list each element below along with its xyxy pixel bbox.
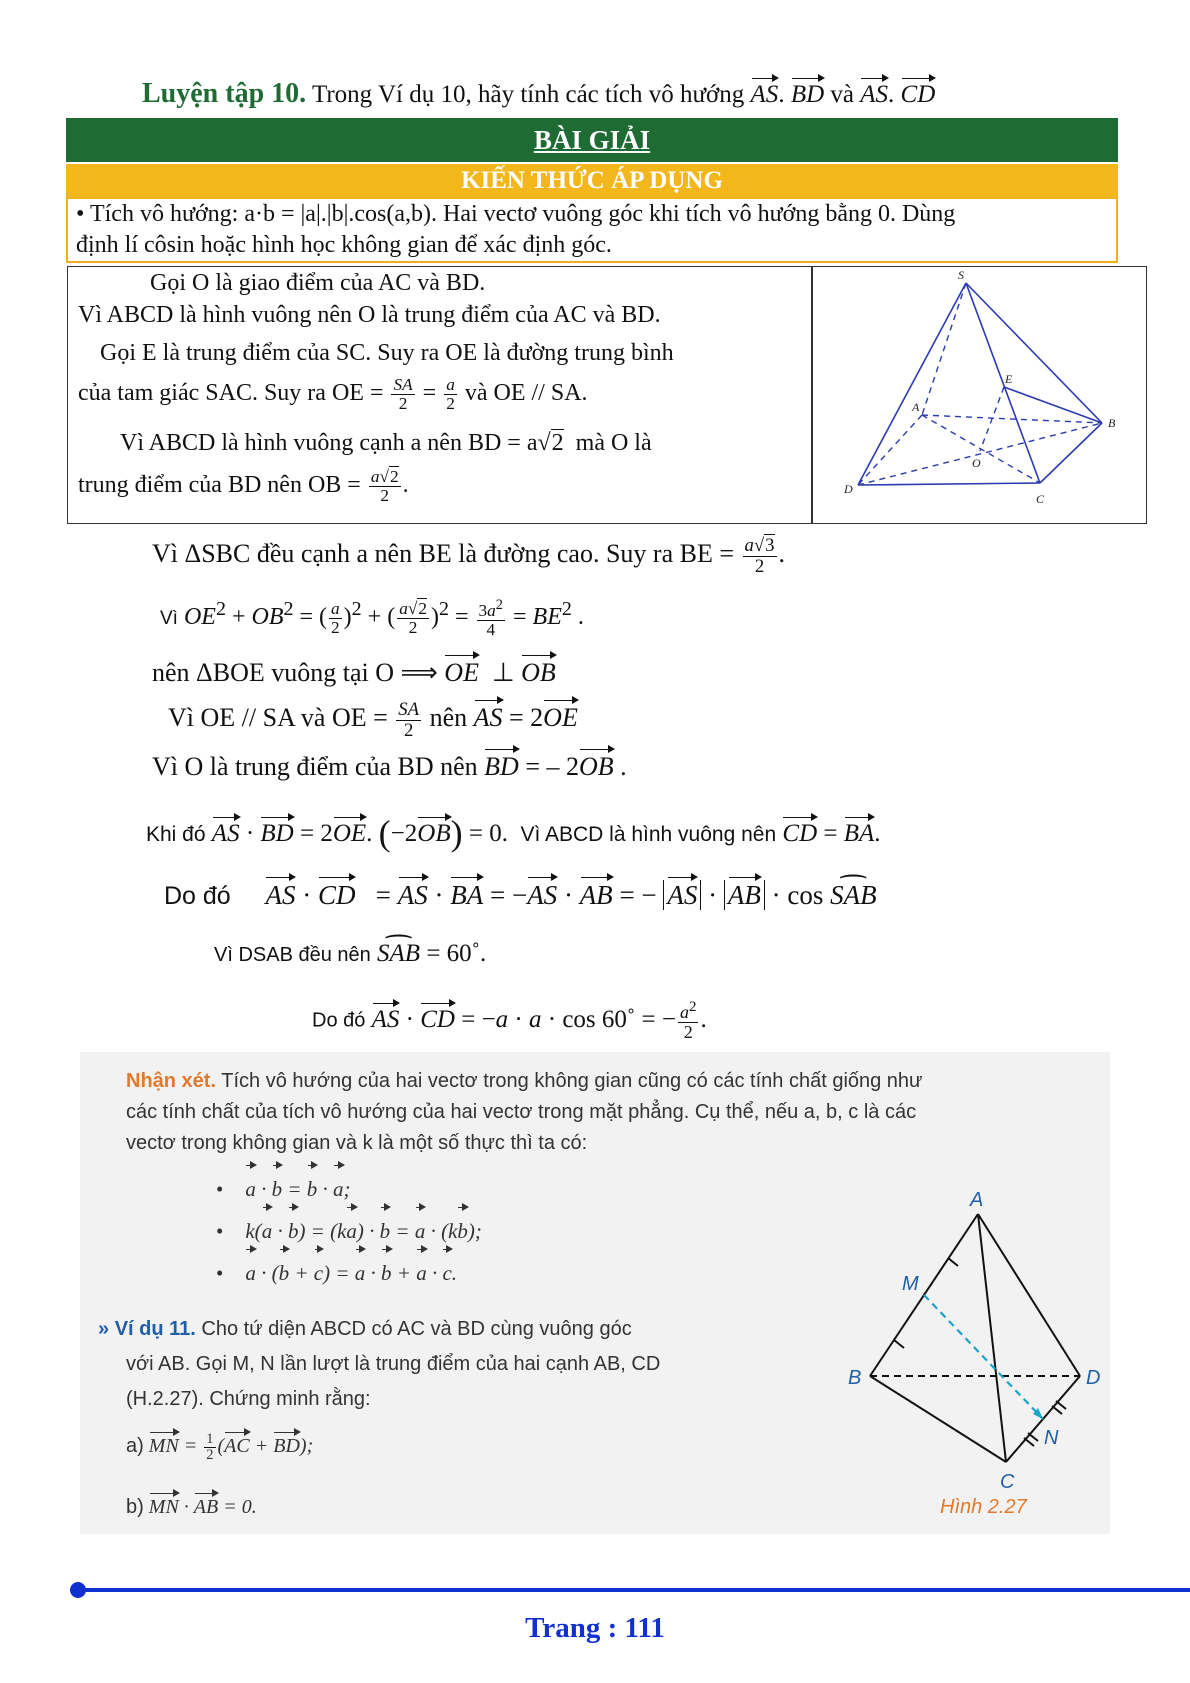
sol-line-11: Vì O là trung điểm của BD nên BD = – 2OB . — [152, 752, 627, 781]
part-b: b) MN · AB = 0. — [126, 1496, 257, 1518]
sol-line-7: Vì ΔSBC đều cạnh a nên BE là đường cao. Suy ra BE = $\frac{a√3}{2}$ . — [152, 535, 786, 577]
nhan-xet-label: Nhận xét. — [126, 1070, 217, 1092]
label-b: B — [848, 1367, 862, 1389]
label-a: A — [912, 400, 920, 414]
exercise-text: Trong Ví dụ 10, hãy tính các tích vô hướng — [311, 81, 745, 108]
sol-line-3: Gọi E là trung điểm của SC. Suy ra OE là đường trung bình — [100, 340, 674, 366]
sol-line-13: Do đó AS · CD = AS · BA = −AS · AB = − AS · AB · cos ⌢ SAB — [164, 880, 877, 911]
edge-ab — [922, 415, 1102, 423]
chevron-icon: » — [98, 1318, 110, 1340]
label-m: M — [902, 1273, 919, 1295]
conjunction: và — [830, 81, 854, 108]
property-list — [216, 1168, 482, 1294]
edge-bc — [870, 1376, 1006, 1462]
nhan-xet-block: Nhận xét. Tích vô hướng của hai vectơ trong không gian cũng có các tính chất giống như các tính chất của tích vô hướng của hai vectơ trong mặt phẳng. Cụ thể, nếu a, b, c là các vectơ trong không gian và k là một số thực thì ta có: — [126, 1070, 923, 1154]
frac-a-over-2: $\frac{a}{2}$ — [446, 375, 455, 414]
tick-ab-2 — [894, 1340, 904, 1348]
label-b: B — [1108, 416, 1116, 430]
sol-line-12: Khi đó AS · BD = 2OE. (−2OB) = 0. Vì ABCD là hình vuông nên CD = BA. — [146, 813, 881, 853]
edge-sa — [922, 283, 966, 415]
sol-line-14: Vì DSAB đều nên ⌢ SAB = 60˚. — [214, 940, 486, 968]
knowledge-line-1: • Tích vô hướng: a·b = |a|.|b|.cos(a,b). Hai vectơ vuông góc khi tích vô hướng bằng 0. Dùng — [76, 201, 956, 227]
tick-cd-2 — [1056, 1401, 1066, 1409]
sol-line-4: của tam giác SAC. Suy ra OE = $\frac{SA}{2}$ = $\frac{a}{2}$ và OE // SA. — [78, 375, 588, 414]
part-a: a) MN = $\frac{1}{2}$ (AC + BD); — [126, 1431, 314, 1464]
sol-line-1: Gọi O là giao điểm của AC và BD. — [150, 270, 486, 296]
sol-line-10: Vì OE // SA và OE = $\frac{SA}{2}$ nên AS = 2OE — [168, 699, 578, 741]
exercise-label: Luyện tập 10. — [142, 78, 307, 109]
sol-line-2: Vì ABCD là hình vuông nên O là trung điểm của AC và BD. — [78, 302, 661, 328]
tick-cd-3 — [1024, 1438, 1034, 1446]
knowledge-title: KIẾN THỨC ÁP DỤNG — [461, 167, 723, 194]
knowledge-title-bar — [66, 164, 1118, 197]
page-number: Trang : 111 — [525, 1612, 665, 1644]
label-n: N — [1044, 1427, 1059, 1449]
solution-title-bar — [66, 118, 1118, 162]
frac-sa-over-2: $\frac{SA}{2}$ — [393, 375, 413, 414]
label-d: D — [844, 482, 853, 496]
frac-a-sqrt3-over-2: $\frac{a√3}{2}$ — [744, 535, 775, 577]
edge-dc — [858, 483, 1040, 485]
vi-du-block: » Ví dụ 11. Cho tứ diện ABCD có AC và BD cùng vuông góc với AB. Gọi M, N lần lượt là trung điểm của hai cạnh AB, CD (H.2.27). Chứng minh rằng: — [98, 1318, 661, 1410]
vector-cd: CD — [900, 81, 936, 108]
tick-cd-1 — [1052, 1406, 1062, 1414]
sol-line-6: trung điểm của BD nên OB = $\frac{a√2}{2}$ . — [78, 467, 409, 506]
sol-line-8: Vì $OE^2 + OB^2$ = ( $\frac{a}{2}$ )$^2$ + ( $\frac{a√2}{2}$ )$^2$ = $\frac{3a^2}{4}$ = $BE^2$ . — [160, 597, 584, 639]
vector-as-2: AS — [860, 81, 889, 108]
knowledge-box — [66, 197, 1118, 263]
label-o: O — [972, 456, 981, 470]
label-c: C — [1036, 492, 1045, 506]
segment-eb — [1004, 387, 1102, 423]
vi-du-label: Ví dụ 11. — [114, 1318, 196, 1340]
property-commutative: • a · b = b · a; — [216, 1168, 482, 1210]
exercise-heading: Luyện tập 10. Trong Ví dụ 10, hãy tính các tích vô hướng AS. BD và AS. CD — [142, 78, 936, 109]
property-distributive: • a · (b + c) = a · b + a · c. — [216, 1252, 482, 1294]
edge-sb — [966, 283, 1102, 423]
property-scalar: • k(a · b) = (ka) · b = a · (kb); — [216, 1210, 482, 1252]
knowledge-line-2: định lí côsin hoặc hình học không gian để xác định góc. — [76, 232, 612, 258]
sol-line-15: Do đó AS · CD = −a · a · cos 60˚ = − $\frac{a^2}{2}$ . — [312, 999, 707, 1042]
figure-caption: Hình 2.27 — [940, 1496, 1027, 1518]
edge-sc — [966, 283, 1040, 483]
label-s: S — [958, 268, 964, 282]
pyramid-figure — [812, 267, 1144, 521]
segment-mn — [924, 1295, 1043, 1419]
label-a: A — [970, 1189, 984, 1211]
sol-line-9: nên ΔBOE vuông tại O ⟹ OE ⊥ OB — [152, 658, 556, 687]
sol-line-5: Vì ABCD là hình vuông cạnh a nên BD = a√2 mà O là — [120, 430, 652, 456]
frac-a-sqrt2-over-2: $\frac{a√2}{2}$ — [370, 467, 399, 506]
solution-title: BÀI GIẢI — [533, 125, 651, 155]
vector-bd: BD — [790, 81, 825, 108]
diag-db — [858, 423, 1102, 485]
tetrahedron-figure — [830, 1186, 1110, 1526]
edge-cb — [1040, 423, 1102, 483]
edge-sd — [858, 283, 966, 485]
footer-rule — [80, 1588, 1190, 1592]
tick-ab-1 — [948, 1258, 958, 1266]
vector-as: AS — [750, 81, 779, 108]
label-c: C — [1000, 1471, 1015, 1493]
label-d: D — [1086, 1367, 1101, 1389]
label-e: E — [1005, 372, 1013, 386]
tick-cd-4 — [1028, 1433, 1038, 1441]
